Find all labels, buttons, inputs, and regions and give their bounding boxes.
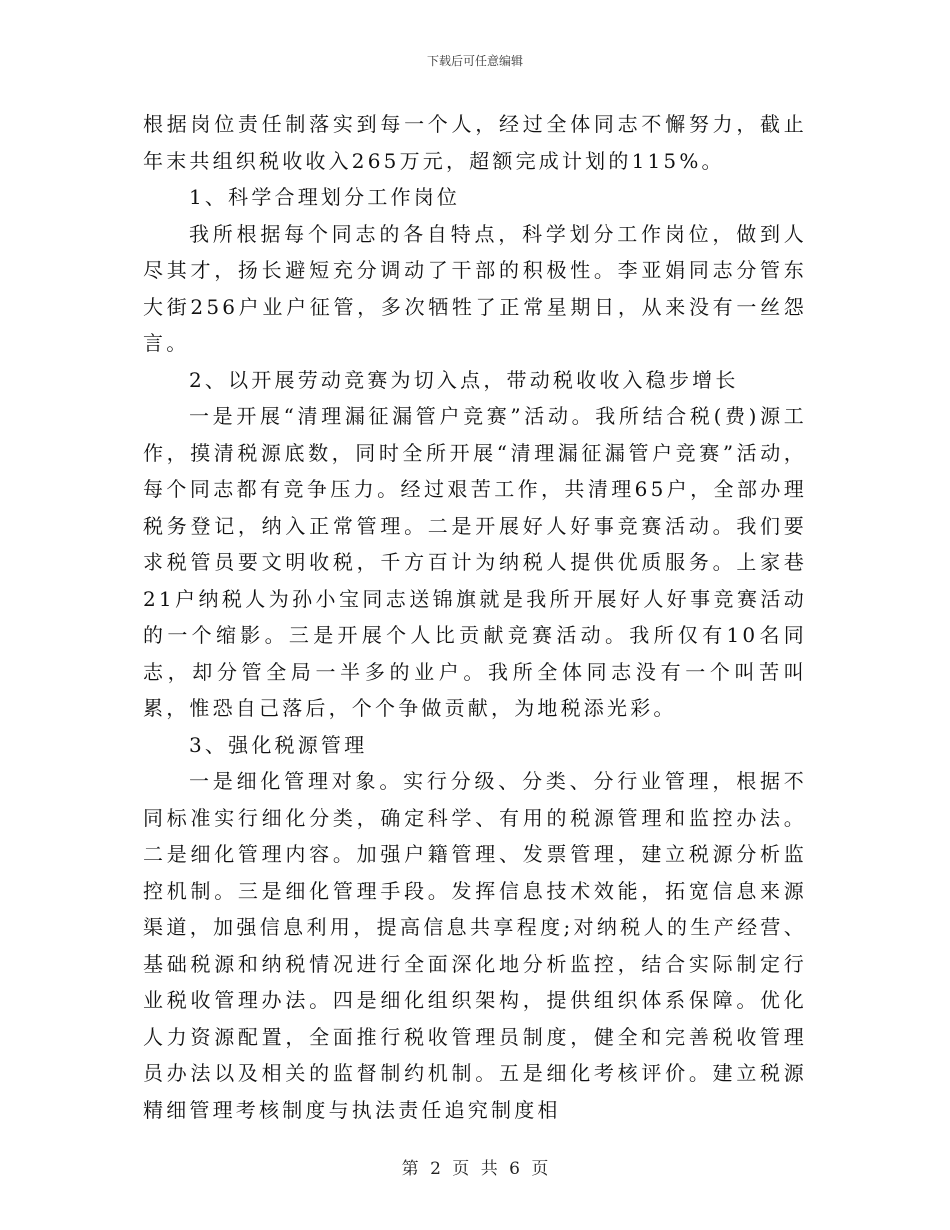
section-heading-2: 2、以开展劳动竞赛为切入点，带动税收收入稳步增长 <box>189 367 739 392</box>
page-header: 下载后可任意编辑 <box>426 54 523 68</box>
document-body <box>143 106 807 1128</box>
page-number-footer: 第 2 页 共 6 页 <box>401 1159 549 1179</box>
body-paragraph: 一是细化管理对象。实行分级、分类、分行业管理，根据不同标准实行细化分类，确定科学、有用的税源管理和监控办法。二是细化管理内容。加强户籍管理、发票管理，建立税源分析监控机制。三是细化管理手段。发挥信息技术效能，拓宽信息来源渠道，加强信息利用，提高信息共享程度;对纳税人的生产经营、基础税源和纳税情况进行全面深化地分析监控，结合实际制定行业税收管理办法。四是细化组织架构，提供组织体系保障。优化人力资源配置，全面推行税收管理员制度，健全和完善税收管理员办法以及相关的监督制约机制。五是细化考核评价。建立税源精细管理考核制度与执法责任追究制度相 <box>143 769 807 1122</box>
section-heading-3: 3、强化税源管理 <box>189 732 368 757</box>
body-paragraph: 一是开展“清理漏征漏管户竞赛”活动。我所结合税(费)源工作，摸清税源底数，同时全所开展“清理漏征漏管户竞赛”活动，每个同志都有竞争压力。经过艰苦工作，共清理65户，全部办理税务登记，纳入正常管理。二是开展好人好事竞赛活动。我们要求税管员要文明收税，千方百计为纳税人提供优质服务。上家巷21户纳税人为孙小宝同志送锦旗就是我所开展好人好事竞赛活动的一个缩影。三是开展个人比贡献竞赛活动。我所仅有10名同志，却分管全局一半多的业户。我所全体同志没有一个叫苦叫累，惟恐自己落后，个个争做贡献，为地税添光彩。 <box>143 404 807 720</box>
section-heading-1: 1、科学合理划分工作岗位 <box>189 185 461 209</box>
body-paragraph: 我所根据每个同志的各自特点，科学划分工作岗位，做到人尽其才，扬长避短充分调动了干部的积极性。李亚娟同志分管东大街256户业户征管，多次牺牲了正常星期日，从来没有一丝怨言。 <box>143 221 807 355</box>
body-paragraph: 根据岗位责任制落实到每一个人，经过全体同志不懈努力，截止年末共组织税收收入265万元，超额完成计划的115%。 <box>143 112 807 173</box>
